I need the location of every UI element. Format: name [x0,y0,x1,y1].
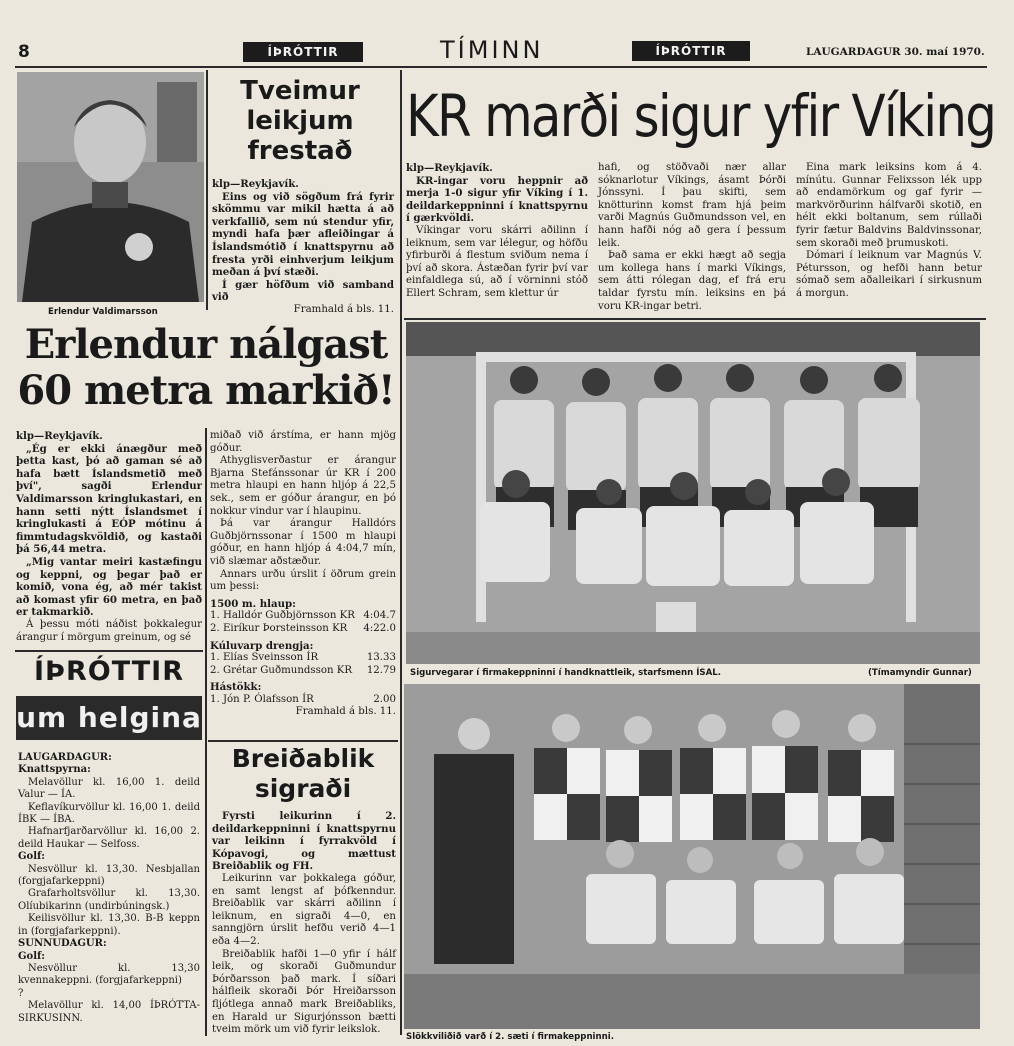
breidablik-headline-line: Breiðablik [231,744,375,773]
isal-caption: Sigurvegarar í firmakeppninni í handknattleik, starfsmenn ÍSAL. [410,668,722,678]
result-name: 1. Elías Sveinsson ÍR [210,652,319,664]
column-divider [400,70,402,1035]
schedule-item: Keflavíkurvöllur kl. 16,00 1. deild ÍBK — ÍBA. [18,801,200,826]
byline: klp—Reykjavík. [406,162,493,174]
postponed-headline-line: frestað [247,136,353,166]
paragraph: Eins og við sögðum frá fyrir skömmu var mikil hætta á að verkfallið, sem nú stendur yfir, myndi hafa þær afleiðingar á Íslandsmótið í knattspyrnu að fresta yrði einhverjum leikjum meðan á því stæði. [212,190,394,279]
schedule-item: Nesvöllur kl. 13,30 kvennakeppni. (forgjafarkeppni) [18,962,200,987]
paragraph: Víkingar voru skárri aðilinn í leiknum, sem var lélegur, og höfðu yfirburði á flestum sviðum nema í því að skora. Ástæðan fyrir því var einfaldlega sú, að í vörninni stóð Ellert Schram, sem klettur úr [406,224,588,299]
paragraph: Athyglisverðastur er árangur Bjarna Stefánssonar úr KR í 200 metra hlaupi en hann hljóp á 22,5 sek., sem er góður árangur, en þó nokkur vindur var í hlaupinu. [210,455,396,517]
result-value: 13.33 [366,652,396,664]
results-title: Kúluvarp drengja: [210,639,314,652]
erlendur-column-1 [16,430,202,644]
continued-note: Framhald á bls. 11. [295,706,396,718]
kr-column-1 [406,162,588,301]
byline: klp—Reykjavík. [212,178,299,190]
result-value: 12.79 [366,664,396,676]
kr-column-2 [598,162,786,313]
breidablik-headline-line: sigraði [254,774,352,803]
continued-note: Framhald á bls. 11. [293,303,394,315]
paragraph: „Mig vantar meiri kastæfingu og keppni, og þegar það er komið, vona ég, að mér takist að komast yfir 60 metra, en það er takmarkið. [16,555,202,619]
portrait-image [17,72,204,302]
paragraph: Breiðablik hafði 1—0 yfir í hálf leik, og skoraði Guðmundur Þórðarsson það mark. Í síðari hálfleik skoraði Þór Hreiðarsson fljótlega annað mark Breiðabliks, en Harald ur Sigurjónsson bætti tveim mörk um við fyrir leikslok. [212,948,396,1036]
kr-column-3 [796,162,982,301]
schedule-item: Melavöllur kl. 16,00 1. deild Valur — ÍA. [18,776,200,801]
page-number: 8 [18,42,30,62]
sports-banner-left: ÍÞRÓTTIR [243,42,363,62]
sports-banner-right: ÍÞRÓTTIR [632,41,750,61]
paragraph: Það sama er ekki hægt að segja um kollega hans í marki Víkings, sem átti rólegan dag, ef frá eru taldar fyrstu mín. leiksins en þá voru KR-ingar betri. [598,250,786,312]
column-divider [205,428,207,1036]
result-row [210,623,396,636]
portrait-caption: Erlendur Valdimarsson [48,307,158,317]
schedule-item: Hafnarfjarðarvöllur kl. 16,00 2. deild Haukar — Selfoss. [18,826,200,850]
result-name: 1. Halldór Guðbjörnsson KR [210,610,355,622]
fire-brigade-team-image [404,684,980,1029]
weekend-schedule [18,752,200,1025]
erlendur-headline-line: 60 metra markið! [17,367,395,414]
schedule-item: Keilisvöllur kl. 13,30. B-B keppn in (forgjafarkeppni). [18,913,200,937]
schedule-heading: LAUGARDAGUR: [18,752,112,763]
erlendur-headline [14,322,398,414]
paragraph: KR-ingar voru heppnir að merja 1-0 sigur yfir Víking í 1. deildarkeppninni í knattspyrnu í gærkvöldi. [406,174,588,225]
schedule-heading: Knattspyrna: [18,764,91,776]
section-rule [208,740,398,742]
photo-credit: (Tímamyndir Gunnar) [868,668,972,678]
kr-headline: KR marði sigur yfir Víking [406,82,996,150]
paragraph: Annars urðu úrslit í öðrum grein um þessi: [210,568,396,593]
schedule-heading: SUNNUDAGUR: [18,938,107,950]
result-row [210,665,396,678]
portrait-photo [17,72,204,302]
byline: klp—Reykjavík. [16,430,103,442]
result-row [210,610,396,623]
result-value: 2.00 [373,693,396,705]
result-row [210,652,396,665]
breidablik-headline [208,744,398,804]
paragraph: hafi, og stöðvaði nær allar sóknarlotur Víkings, ásamt Þórði Jónssyni. Í þau skifti, sem knötturinn komst fram hjá þeim varði Magnús Guðmundsson vel, en hann hafði nóg að gera í þessum leik. [598,162,786,249]
isal-team-image [406,322,980,664]
schedule-heading: Golf: [18,950,46,962]
paragraph: Fyrsti leikurinn í 2. deildarkeppninni í knattspyrnu var leikinn í fyrrakvöld í Kópavogi, og mættust Breiðablik og FH. [212,810,396,873]
paragraph: Á þessu móti náðist þokkalegur árangur í mörgum greinum, og sé [16,618,202,643]
schedule-item: Grafarholtsvöllur kl. 13,30. Olíubikarinn (undirbúningsk.) [18,888,200,912]
paragraph: Eina mark leiksins kom á 4. mínútu. Gunnar Felixsson lék upp að endamörkum og gaf fyrir — markvörðurinn hálfvarði skotið, en hélt ekki boltanum, sem rúllaði fyrir fætur Baldvins Baldvinssonar, sem skoraði með þrumuskoti. [796,162,982,249]
paragraph: „Ég er ekki ánægður með þetta kast, þó að gaman sé að hafa bætt Íslandsmetið með því", sagði Erlendur Valdimarsson kringlukastari, en hann setti nýtt Íslandsmet í kringlukasti á EÓP mótinu á fimmtudagskvöldið, og kastaði þá 56,44 metra. [16,442,202,556]
paragraph: miðað við árstíma, er hann mjög góður. [210,430,396,454]
erlendur-headline-line: Erlendur nálgast [24,321,388,368]
column-divider [206,70,208,310]
schedule-item: Melavöllur kl. 14,00 ÍÞRÓTTA-SIRKUSINN. [18,1000,200,1024]
weekend-title: ÍÞRÓTTIR [33,656,184,687]
weekend-subtitle-box [16,696,202,740]
result-row [210,694,396,707]
erlendur-column-2 [210,430,396,719]
results-title: 1500 m. hlaup: [210,597,296,610]
fire-brigade-team-photo [404,684,980,1029]
paragraph: Í gær höfðum við samband við [212,278,394,304]
postponed-headline-line: leikjum [246,106,354,136]
fire-brigade-caption: Slökkviliðið varð í 2. sæti í firmakeppninni. [406,1032,614,1042]
paragraph: Þá var árangur Halldórs Guðbjörnssonar í 1500 m hlaupi góður, en hann hljóp á 4:04,7 mín, við slæmar aðstæður. [210,518,396,567]
schedule-item: ? [18,987,24,999]
masthead: TÍMINN [440,36,544,64]
postponed-headline-line: Tveimur [240,76,360,106]
schedule-heading: Golf: [18,851,46,863]
breidablik-story [212,810,396,1037]
schedule-item: Nesvöllur kl. 13,30. Nesbjallan (forgjafarkeppni) [18,863,200,888]
result-value: 4:22.0 [363,622,396,634]
paragraph: Dómari í leiknum var Magnús V. Pétursson, og hefði hann betur sómað sem aðalleikari í sirkusnum á morgun. [796,250,982,299]
paragraph: Leikurinn var þokkalega góður, en samt lengst af þófkenndur. Breiðablik var skárri aðilinn í leiknum, en sigraði 4—0, en sanngjörn úrslit hefðu verið 4—1 eða 4—2. [212,872,396,947]
section-rule [404,318,986,320]
result-name: 2. Grétar Guðmundsson KR [210,664,353,676]
result-value: 4:04.7 [363,610,396,622]
weekend-subtitle: um helgina [16,701,202,734]
result-name: 2. Eiríkur Þorsteinsson KR [210,622,348,634]
issue-date: LAUGARDAGUR 30. maí 1970. [806,46,985,58]
postponed-story [212,178,394,317]
results-title: Hástökk: [210,681,262,694]
postponed-headline [210,76,390,166]
isal-team-photo [406,322,980,664]
result-name: 1. Jón P. Ólafsson ÍR [210,693,314,705]
section-rule [15,650,203,652]
